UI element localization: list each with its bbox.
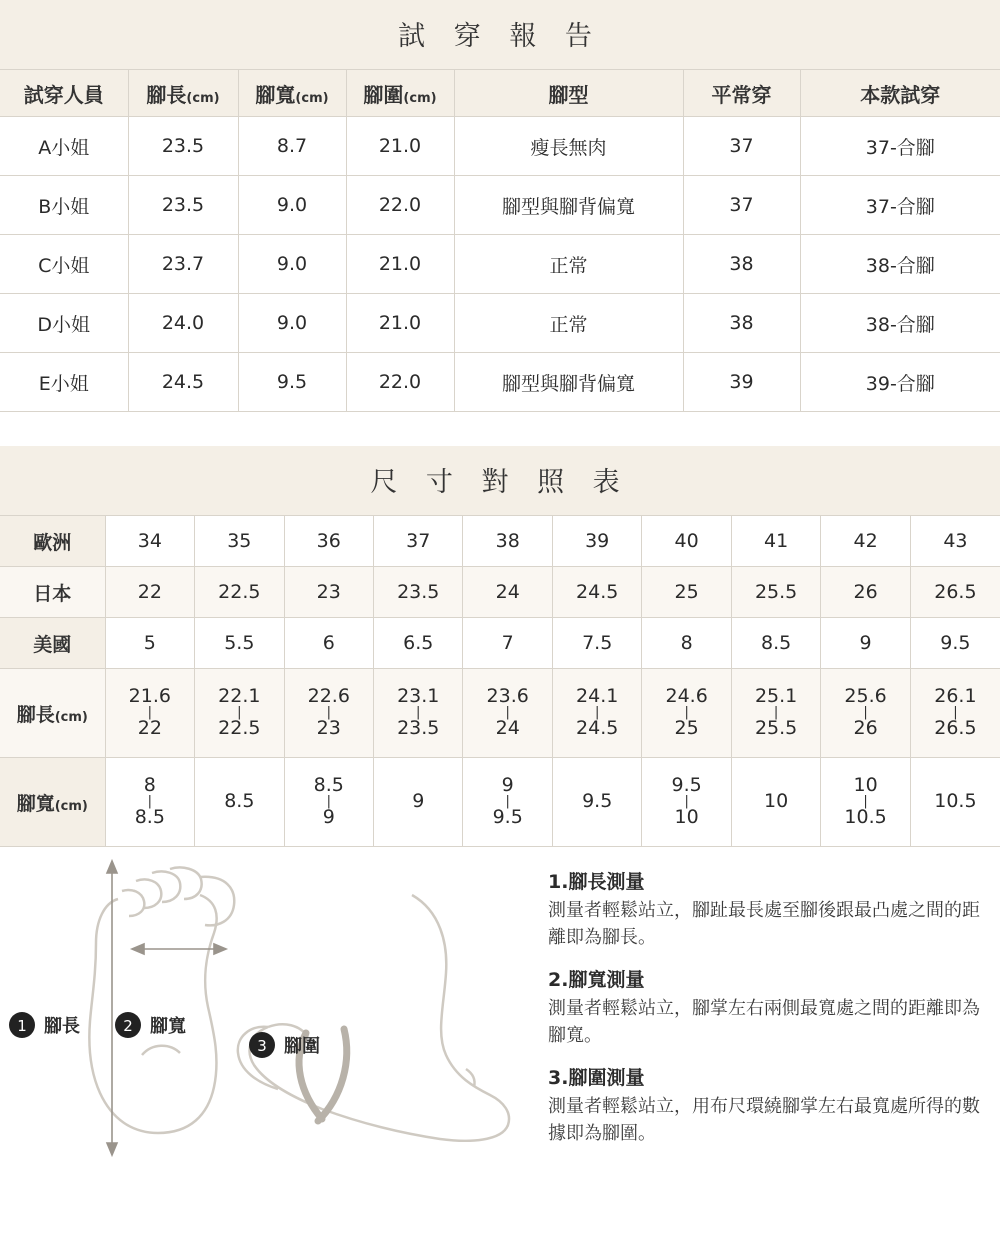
size-cell: 24.6 | 25 bbox=[642, 669, 731, 758]
trial-foot-width: 8.7 bbox=[238, 117, 346, 176]
size-cell: 7.5 bbox=[552, 618, 641, 669]
trial-usual-size: 37 bbox=[683, 117, 800, 176]
size-chart-row-japan bbox=[0, 567, 1000, 618]
trial-report-title-row bbox=[0, 0, 1000, 70]
trial-foot-width: 9.5 bbox=[238, 353, 346, 412]
trial-report-header-row bbox=[0, 70, 1000, 117]
trial-foot-girth: 21.0 bbox=[346, 235, 454, 294]
size-cell: 9 | 9.5 bbox=[463, 758, 552, 847]
note-body-width: 測量者輕鬆站立，腳掌左右兩側最寬處之間的距離即為腳寬。 bbox=[548, 998, 980, 1046]
trial-person: A小姐 bbox=[0, 117, 128, 176]
marker-2-number: 2 bbox=[123, 1017, 133, 1035]
size-cell: 24 bbox=[463, 567, 552, 618]
trial-foot-length: 23.5 bbox=[128, 117, 238, 176]
size-cell: 43 bbox=[910, 516, 1000, 567]
size-cell: 40 bbox=[642, 516, 731, 567]
trial-foot-girth: 22.0 bbox=[346, 353, 454, 412]
size-cell: 9 bbox=[374, 758, 463, 847]
size-chart-title: 尺 寸 對 照 表 bbox=[0, 446, 1000, 516]
marker-3-label: 腳圍 bbox=[284, 1036, 320, 1057]
size-cell: 24.5 bbox=[552, 567, 641, 618]
trial-foot-type: 腳型與腳背偏寬 bbox=[454, 353, 683, 412]
table-row bbox=[0, 117, 1000, 176]
trial-this-style: 37-合腳 bbox=[800, 176, 1000, 235]
toe-outline-2 bbox=[152, 871, 180, 902]
size-chart-label-foot-width: 腳寬(cm) bbox=[0, 758, 105, 847]
size-cell: 36 bbox=[284, 516, 373, 567]
trial-foot-girth: 22.0 bbox=[346, 176, 454, 235]
size-cell: 22 bbox=[105, 567, 194, 618]
size-cell: 38 bbox=[463, 516, 552, 567]
size-cell: 9.5 | 10 bbox=[642, 758, 731, 847]
note-title-width: 2.腳寬測量 bbox=[548, 969, 645, 991]
table-row bbox=[0, 353, 1000, 412]
trial-person: C小姐 bbox=[0, 235, 128, 294]
size-cell: 8 bbox=[642, 618, 731, 669]
size-chart-row-foot-width bbox=[0, 758, 1000, 847]
size-cell: 25.1 | 25.5 bbox=[731, 669, 820, 758]
size-chart-row-usa bbox=[0, 618, 1000, 669]
marker-2-label: 腳寬 bbox=[150, 1016, 186, 1037]
size-cell: 35 bbox=[195, 516, 284, 567]
size-chart-row-foot-length bbox=[0, 669, 1000, 758]
trial-header-person: 試穿人員 bbox=[0, 70, 128, 117]
size-cell: 6.5 bbox=[374, 618, 463, 669]
size-chart-row-europe bbox=[0, 516, 1000, 567]
size-cell: 22.1 | 22.5 bbox=[195, 669, 284, 758]
trial-this-style: 39-合腳 bbox=[800, 353, 1000, 412]
trial-person: D小姐 bbox=[0, 294, 128, 353]
trial-header-foot-length: 腳長(cm) bbox=[128, 70, 238, 117]
toe-outline-4 bbox=[122, 890, 144, 916]
trial-foot-width: 9.0 bbox=[238, 235, 346, 294]
trial-foot-length: 24.5 bbox=[128, 353, 238, 412]
size-chart-label-japan: 日本 bbox=[0, 567, 105, 618]
size-cell: 22.5 bbox=[195, 567, 284, 618]
note-title-girth: 3.腳圍測量 bbox=[548, 1067, 645, 1089]
trial-foot-width: 9.0 bbox=[238, 176, 346, 235]
table-row bbox=[0, 235, 1000, 294]
trial-foot-type: 正常 bbox=[454, 294, 683, 353]
trial-report-table bbox=[0, 0, 1000, 412]
trial-person: E小姐 bbox=[0, 353, 128, 412]
size-cell: 8.5 bbox=[731, 618, 820, 669]
trial-this-style: 37-合腳 bbox=[800, 117, 1000, 176]
size-cell: 23.5 bbox=[374, 567, 463, 618]
marker-1-number: 1 bbox=[17, 1017, 27, 1035]
trial-report-title: 試 穿 報 告 bbox=[0, 0, 1000, 70]
arch-line bbox=[142, 1046, 180, 1055]
trial-foot-length: 23.5 bbox=[128, 176, 238, 235]
trial-header-foot-type: 腳型 bbox=[454, 70, 683, 117]
foot-width-arrow bbox=[132, 944, 226, 954]
note-title-length: 1.腳長測量 bbox=[548, 871, 645, 893]
size-cell: 25.6 | 26 bbox=[821, 669, 910, 758]
trial-usual-size: 37 bbox=[683, 176, 800, 235]
trial-header-foot-girth: 腳圍(cm) bbox=[346, 70, 454, 117]
trial-header-usual-size: 平常穿 bbox=[683, 70, 800, 117]
table-row bbox=[0, 176, 1000, 235]
trial-foot-length: 23.7 bbox=[128, 235, 238, 294]
size-cell: 37 bbox=[374, 516, 463, 567]
toe-outline-1 bbox=[170, 867, 202, 899]
size-chart-label-usa: 美國 bbox=[0, 618, 105, 669]
size-chart-label-europe: 歐洲 bbox=[0, 516, 105, 567]
size-chart-title-row bbox=[0, 446, 1000, 516]
size-cell: 10.5 bbox=[910, 758, 1000, 847]
note-body-girth: 測量者輕鬆站立，用布尺環繞腳掌左右最寬處所得的數據即為腳圍。 bbox=[548, 1096, 980, 1144]
size-cell: 22.6 | 23 bbox=[284, 669, 373, 758]
marker-1 bbox=[9, 1012, 80, 1038]
size-cell: 5.5 bbox=[195, 618, 284, 669]
marker-1-label: 腳長 bbox=[44, 1016, 80, 1037]
marker-3-number: 3 bbox=[257, 1037, 267, 1055]
size-cell: 41 bbox=[731, 516, 820, 567]
size-cell: 34 bbox=[105, 516, 194, 567]
size-cell: 9.5 bbox=[552, 758, 641, 847]
trial-header-foot-width: 腳寬(cm) bbox=[238, 70, 346, 117]
trial-usual-size: 39 bbox=[683, 353, 800, 412]
size-cell: 21.6 | 22 bbox=[105, 669, 194, 758]
size-cell: 8 | 8.5 bbox=[105, 758, 194, 847]
size-cell: 26 bbox=[821, 567, 910, 618]
trial-usual-size: 38 bbox=[683, 235, 800, 294]
note-body-length: 測量者輕鬆站立，腳趾最長處至腳後跟最凸處之間的距離即為腳長。 bbox=[548, 900, 980, 948]
size-cell: 23 bbox=[284, 567, 373, 618]
marker-3 bbox=[249, 1032, 320, 1058]
trial-foot-girth: 21.0 bbox=[346, 117, 454, 176]
trial-this-style: 38-合腳 bbox=[800, 294, 1000, 353]
size-cell: 23.1 | 23.5 bbox=[374, 669, 463, 758]
trial-foot-type: 正常 bbox=[454, 235, 683, 294]
size-cell: 39 bbox=[552, 516, 641, 567]
trial-foot-length: 24.0 bbox=[128, 294, 238, 353]
size-cell: 6 bbox=[284, 618, 373, 669]
measure-notes bbox=[548, 867, 988, 1161]
trial-this-style: 38-合腳 bbox=[800, 235, 1000, 294]
size-cell: 9 bbox=[821, 618, 910, 669]
size-cell: 25 bbox=[642, 567, 731, 618]
trial-header-this-style: 本款試穿 bbox=[800, 70, 1000, 117]
foot-side-view bbox=[238, 895, 509, 1141]
size-cell: 9.5 bbox=[910, 618, 1000, 669]
trial-foot-girth: 21.0 bbox=[346, 294, 454, 353]
size-chart-table bbox=[0, 446, 1000, 847]
size-cell: 26.1 | 26.5 bbox=[910, 669, 1000, 758]
measure-guide-section bbox=[0, 847, 1000, 1207]
size-cell: 24.1 | 24.5 bbox=[552, 669, 641, 758]
size-cell: 10 bbox=[731, 758, 820, 847]
foot-sole-outline bbox=[89, 895, 216, 1133]
size-cell: 26.5 bbox=[910, 567, 1000, 618]
size-cell: 7 bbox=[463, 618, 552, 669]
foot-measure-diagram bbox=[0, 847, 540, 1207]
trial-foot-type: 腳型與腳背偏寬 bbox=[454, 176, 683, 235]
table-row bbox=[0, 294, 1000, 353]
size-cell: 42 bbox=[821, 516, 910, 567]
trial-foot-width: 9.0 bbox=[238, 294, 346, 353]
marker-2 bbox=[115, 1012, 186, 1038]
section-divider bbox=[0, 412, 1000, 446]
trial-person: B小姐 bbox=[0, 176, 128, 235]
size-cell: 8.5 | 9 bbox=[284, 758, 373, 847]
trial-usual-size: 38 bbox=[683, 294, 800, 353]
size-chart-label-foot-length: 腳長(cm) bbox=[0, 669, 105, 758]
size-cell: 25.5 bbox=[731, 567, 820, 618]
size-cell: 23.6 | 24 bbox=[463, 669, 552, 758]
size-cell: 8.5 bbox=[195, 758, 284, 847]
size-cell: 10 | 10.5 bbox=[821, 758, 910, 847]
size-cell: 5 bbox=[105, 618, 194, 669]
trial-foot-type: 瘦長無肉 bbox=[454, 117, 683, 176]
